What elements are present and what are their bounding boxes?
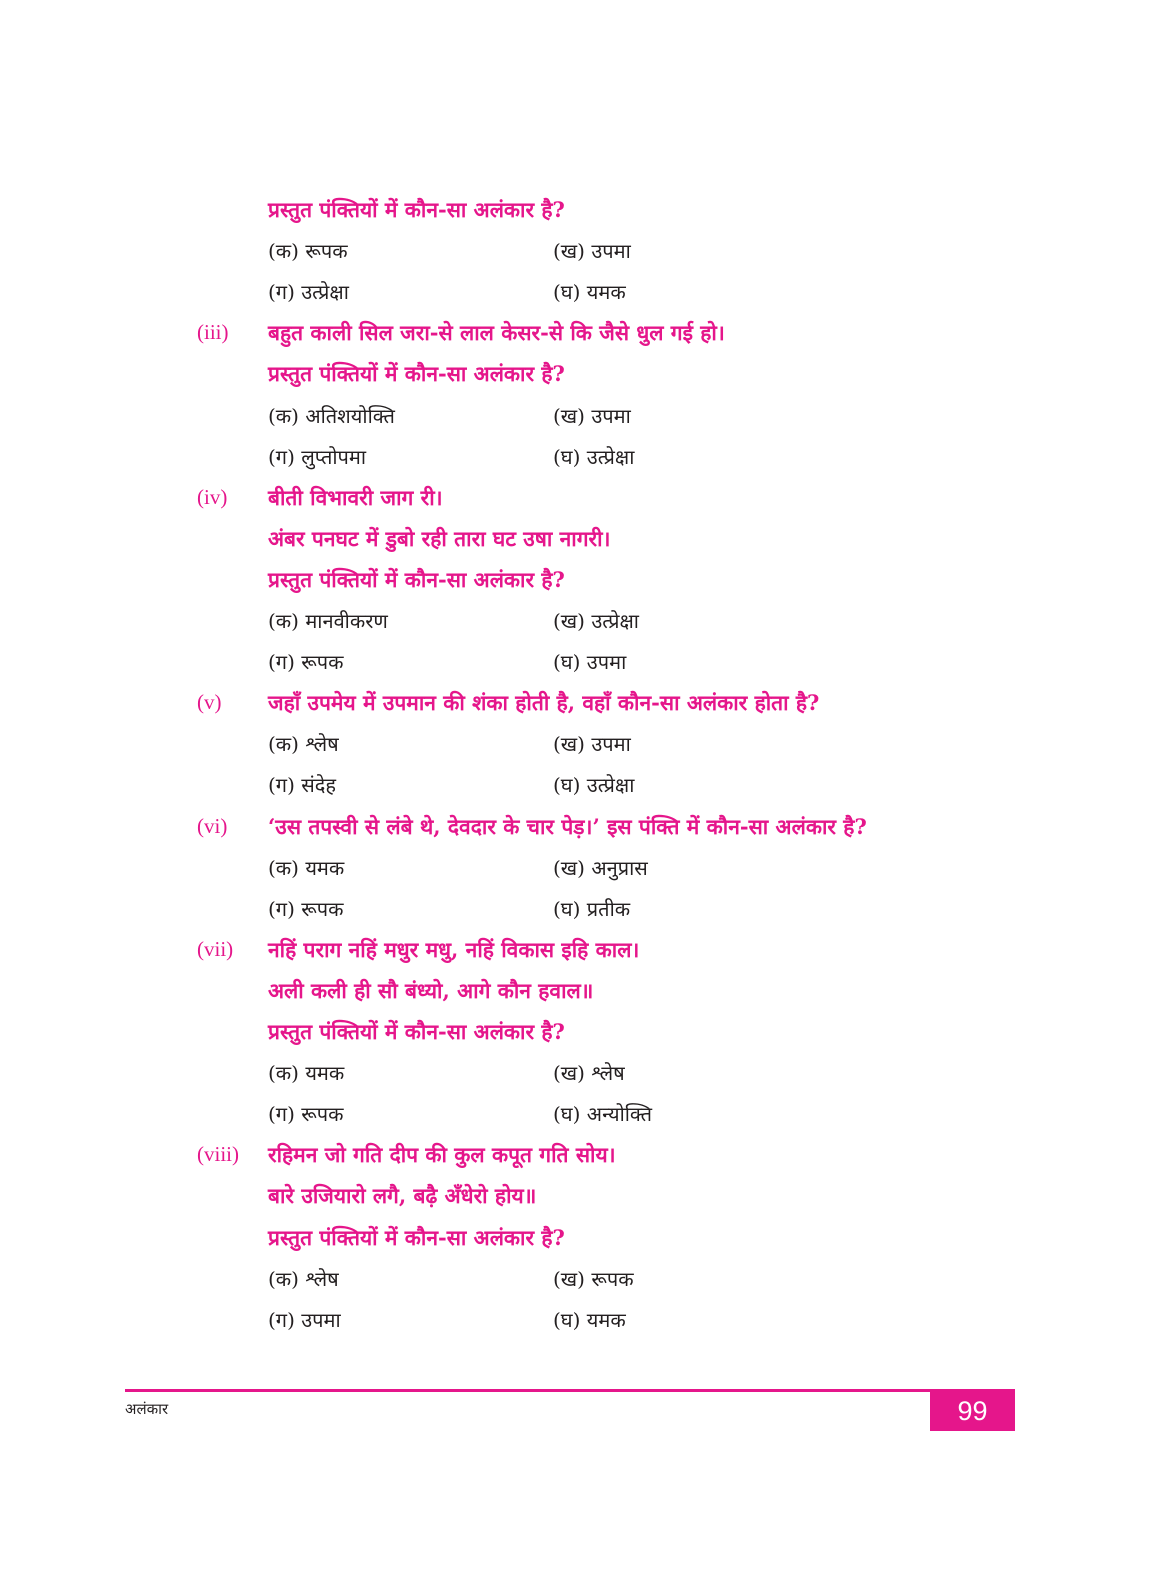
answer-option: (ख) उत्प्रेक्षा [553,609,639,633]
answer-option: (घ) प्रतीक [553,896,631,921]
answer-option: (घ) अन्योक्ति [553,1102,653,1127]
question-number: (iv) [197,484,228,509]
question-number: (iii) [197,320,229,345]
answer-option: (ग) उत्प्रेक्षा [268,280,349,305]
question-number: (vii) [197,936,234,961]
answer-option: (घ) उत्प्रेक्षा [553,773,635,798]
answer-option: (क) श्लेष [268,732,339,757]
answer-option: (ग) रूपक [268,650,344,675]
question-number: (v) [197,690,222,715]
question-line: नहिं पराग नहिं मधुर मधु, नहिं विकास इहि काल। [268,936,640,962]
page-number: 99 [930,1391,1015,1431]
answer-option: (ग) संदेह [268,773,336,798]
question-line: प्रस्तुत पंक्तियों में कौन-सा अलंकार है? [268,361,565,387]
answer-option: (क) यमक [268,1061,345,1086]
question-line: प्रस्तुत पंक्तियों में कौन-सा अलंकार है? [268,197,565,222]
answer-option: (क) मानवीकरण [268,609,388,633]
answer-option: (घ) उत्प्रेक्षा [553,444,635,469]
question-number: (vi) [197,813,228,838]
answer-option: (ख) रूपक [553,1266,634,1291]
answer-option: (ग) रूपक [268,1102,344,1127]
question-line: प्रस्तुत पंक्तियों में कौन-सा अलंकार है? [268,566,565,592]
answer-option: (ग) रूपक [268,896,344,921]
question-line: प्रस्तुत पंक्तियों में कौन-सा अलंकार है? [268,1224,565,1250]
question-line: प्रस्तुत पंक्तियों में कौन-सा अलंकार है? [268,1019,565,1044]
answer-option: (घ) यमक [553,1307,626,1332]
answer-option: (क) अतिशयोक्ति [268,403,395,428]
question-line: अली कली ही सौ बंध्यो, आगे कौन हवाल॥ [268,977,594,1003]
answer-option: (क) श्लेष [268,1266,339,1291]
question-line: बहुत काली सिल जरा-से लाल केसर-से कि जैसे धुल गई हो। [268,320,725,346]
question-line: बारे उजियारो लगै, बढ़ै अँधेरो होय॥ [268,1183,537,1209]
question-line: ‘उस तपस्वी से लंबे थे, देवदार के चार पेड़।’ इस पंक्ति में कौन-सा अलंकार है? [268,813,867,839]
answer-option: (ख) उपमा [553,732,631,757]
question-line: जहाँ उपमेय में उपमान की शंका होती है, वहाँ कौन-सा अलंकार होता है? [268,690,820,716]
answer-option: (घ) उपमा [553,650,627,675]
question-line: रहिमन जो गति दीप की कुल कपूत गति सोय। [268,1142,616,1168]
answer-option: (ग) लुप्तोपमा [268,444,367,469]
answer-option: (ख) अनुप्रास [553,855,648,880]
answer-option: (ख) श्लेष [553,1061,625,1086]
question-number: (viii) [197,1142,239,1167]
answer-option: (क) रूपक [268,239,348,264]
answer-option: (ख) उपमा [553,239,631,264]
answer-option: (ख) उपमा [553,403,631,428]
footer-rule [125,1389,1015,1392]
footer-title: अलंकार [125,1400,169,1418]
answer-option: (ग) उपमा [268,1307,341,1332]
question-line: बीती विभावरी जाग री। [268,484,443,510]
answer-option: (घ) यमक [553,280,626,305]
answer-option: (क) यमक [268,855,345,880]
question-line: अंबर पनघट में डुबो रही तारा घट उषा नागरी। [268,525,611,551]
